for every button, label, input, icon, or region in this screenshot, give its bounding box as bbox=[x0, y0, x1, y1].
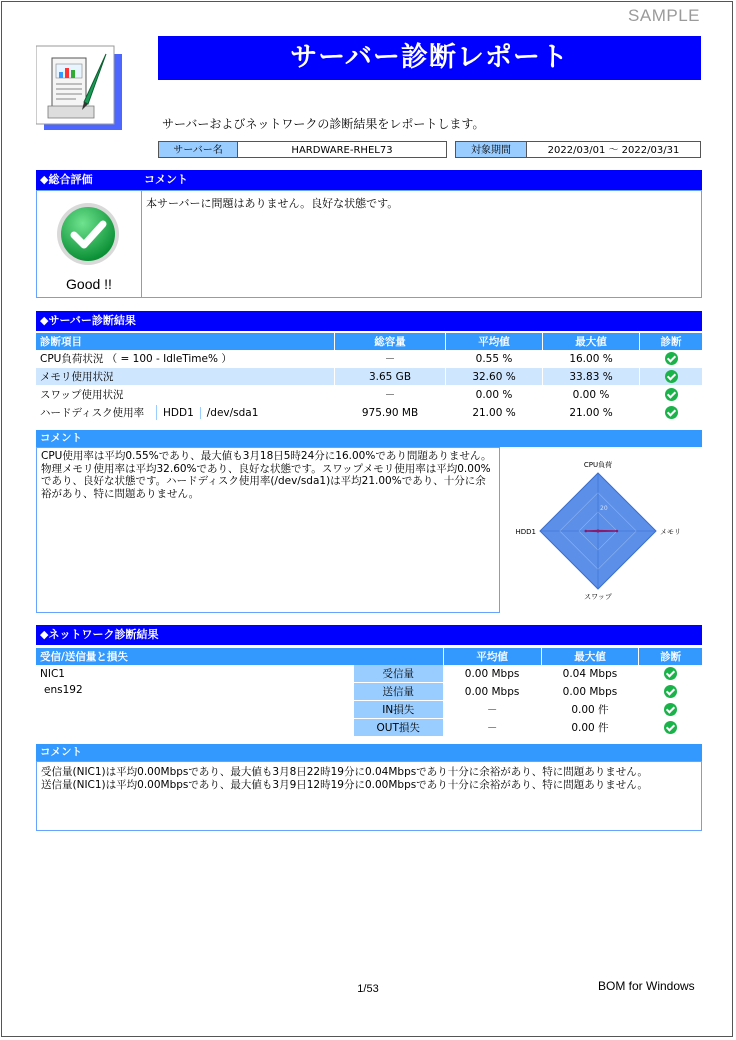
row-avg: 0.55 % bbox=[446, 350, 543, 368]
overall-grade: Good !! bbox=[66, 276, 112, 292]
report-subtitle: サーバーおよびネットワークの診断結果をレポートします。 bbox=[162, 117, 485, 131]
radar-point bbox=[597, 530, 600, 533]
ok-check-icon bbox=[665, 388, 678, 401]
row-item: CPU負荷状況 （ = 100 - IdleTime% ） bbox=[36, 350, 335, 368]
table-row bbox=[36, 350, 702, 368]
row-metric: 受信量 bbox=[353, 665, 443, 683]
row-avg: 21.00 % bbox=[446, 404, 543, 422]
network-comment-line: 送信量(NIC1)は平均0.00Mbpsであり、最大値も3月9日12時19分に0.00Mbpsであり十分に余裕があり、特に問題ありません。 bbox=[41, 778, 648, 791]
radar-tick-label: 20 bbox=[600, 504, 608, 512]
ok-check-icon bbox=[664, 685, 677, 698]
ok-check-icon bbox=[665, 352, 678, 365]
overall-panel bbox=[36, 190, 702, 298]
ok-check-icon bbox=[664, 667, 677, 680]
col-item: 診断項目 bbox=[36, 333, 335, 350]
row-max: 0.00 件 bbox=[541, 701, 639, 719]
server-diag-table bbox=[36, 333, 702, 422]
nic-name: NIC1 bbox=[40, 668, 65, 680]
row-status bbox=[639, 719, 702, 737]
row-status bbox=[639, 665, 702, 683]
row-item: スワップ使用状況 bbox=[36, 386, 335, 404]
row-max: 0.04 Mbps bbox=[541, 665, 639, 683]
row-status bbox=[640, 350, 703, 368]
row-avg: 0.00 Mbps bbox=[443, 683, 541, 701]
page-number: 1/53 bbox=[357, 983, 379, 995]
table-row bbox=[36, 368, 702, 386]
row-avg: 0.00 Mbps bbox=[443, 665, 541, 683]
radar-axis-label: スワップ bbox=[584, 593, 612, 601]
row-max: 33.83 % bbox=[543, 368, 640, 386]
row-max: 21.00 % bbox=[543, 404, 640, 422]
overall-heading: ◆総合評価 bbox=[40, 173, 93, 186]
col-avg: 平均値 bbox=[443, 648, 541, 665]
row-status bbox=[639, 683, 702, 701]
ok-check-icon bbox=[665, 406, 678, 419]
row-max: 16.00 % bbox=[543, 350, 640, 368]
row-avg: － bbox=[443, 701, 541, 719]
row-status bbox=[640, 404, 703, 422]
row-avg: － bbox=[443, 719, 541, 737]
ok-check-icon bbox=[665, 370, 678, 383]
radar-axis-label: HDD1 bbox=[515, 528, 536, 536]
row-status bbox=[640, 386, 703, 404]
server-name-value: HARDWARE-RHEL73 bbox=[237, 141, 447, 158]
overall-comment: 本サーバーに問題はありません。良好な状態です。 bbox=[146, 197, 399, 210]
row-device: HDD1 bbox=[157, 407, 201, 419]
row-metric: 送信量 bbox=[353, 683, 443, 701]
radar-axis-label: メモリ bbox=[660, 528, 681, 536]
nic-interface: ens192 bbox=[44, 684, 83, 696]
network-diag-table bbox=[36, 648, 702, 737]
overall-divider bbox=[141, 191, 142, 297]
col-max: 最大値 bbox=[543, 333, 640, 350]
row-avg: 0.00 % bbox=[446, 386, 543, 404]
network-comment-header: コメント bbox=[36, 744, 702, 761]
ok-check-icon bbox=[664, 721, 677, 734]
report-logo bbox=[36, 44, 124, 132]
ok-check-icon bbox=[664, 703, 677, 716]
nic-cell bbox=[36, 665, 353, 737]
row-capacity: － bbox=[335, 350, 446, 368]
row-metric: OUT損失 bbox=[353, 719, 443, 737]
col-status: 診断 bbox=[639, 648, 702, 665]
table-row bbox=[36, 404, 702, 422]
col-capacity: 総容量 bbox=[335, 333, 446, 350]
product-name: BOM for Windows bbox=[598, 979, 695, 993]
network-comment-line: 受信量(NIC1)は平均0.00Mbpsであり、最大値も3月8日22時19分に0.04Mbpsであり十分に余裕があり、特に問題ありません。 bbox=[41, 766, 648, 778]
col-status: 診断 bbox=[640, 333, 703, 350]
row-path: /dev/sda1 bbox=[206, 407, 259, 419]
radar-point bbox=[616, 530, 619, 533]
row-capacity: － bbox=[335, 386, 446, 404]
col-traffic: 受信/送信量と損失 bbox=[36, 648, 443, 665]
row-status bbox=[639, 701, 702, 719]
report-title: サーバー診断レポート bbox=[158, 36, 701, 80]
col-avg: 平均値 bbox=[446, 333, 543, 350]
table-header-row bbox=[36, 333, 702, 350]
row-item: メモリ使用状況 bbox=[36, 368, 335, 386]
server-comment-header: コメント bbox=[36, 430, 702, 447]
overall-section-header bbox=[36, 170, 702, 190]
row-metric: IN損失 bbox=[353, 701, 443, 719]
radar-chart bbox=[508, 452, 694, 608]
row-max: 0.00 % bbox=[543, 386, 640, 404]
period-value: 2022/03/01 ～ 2022/03/31 bbox=[526, 141, 701, 158]
overall-comment-heading: コメント bbox=[144, 173, 188, 186]
table-row bbox=[36, 665, 702, 683]
network-diag-header: ◆ネットワーク診断結果 bbox=[36, 625, 702, 645]
row-status bbox=[640, 368, 703, 386]
check-circle-icon bbox=[55, 201, 121, 267]
row-capacity: 3.65 GB bbox=[335, 368, 446, 386]
server-name-label: サーバー名 bbox=[158, 141, 238, 158]
row-avg: 32.60 % bbox=[446, 368, 543, 386]
row-max: 0.00 件 bbox=[541, 719, 639, 737]
radar-series-line bbox=[586, 531, 617, 532]
server-diag-header: ◆サーバー診断結果 bbox=[36, 311, 702, 331]
network-comment bbox=[36, 761, 702, 831]
row-item-cell bbox=[36, 404, 335, 422]
period-label: 対象期間 bbox=[455, 141, 527, 158]
table-row bbox=[36, 386, 702, 404]
server-comment: CPU使用率は平均0.55%であり、最大値も3月18日5時24分に16.00%であり問題ありません。物理メモリ使用率は平均32.60%であり、良好な状態です。スワップメモリ使用率は平均0.00%であり、良好な状態です。ハードディスク使用率(/dev/sda1)は平均21.00%であり、十分に余裕があり、特に問題ありません。 bbox=[36, 447, 500, 613]
radar-point bbox=[585, 530, 588, 533]
col-max: 最大値 bbox=[541, 648, 639, 665]
row-max: 0.00 Mbps bbox=[541, 683, 639, 701]
radar-axis-label: CPU負荷 bbox=[583, 461, 613, 469]
watermark: SAMPLE bbox=[628, 6, 700, 25]
table-header-row bbox=[36, 648, 702, 665]
row-capacity: 975.90 MB bbox=[335, 404, 446, 422]
row-item: ハードディスク使用率 bbox=[36, 405, 157, 420]
